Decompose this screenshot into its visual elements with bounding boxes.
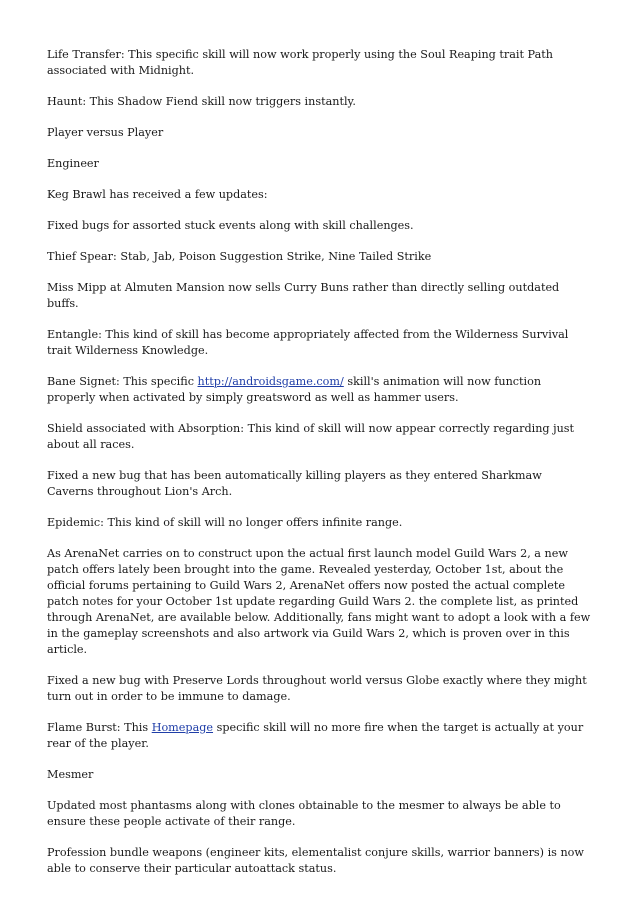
- paragraph-miss-mipp: Miss Mipp at Almuten Mansion now sells Curry Buns rather than directly selling outdated buffs.: [47, 281, 560, 310]
- paragraph-phantasms: Updated most phantasms along with clones obtainable to the mesmer to always be able to ensure these people activate of their range.: [47, 799, 561, 828]
- document-body: [47, 47, 591, 892]
- bane-signet-text-before: Bane Signet: This specific: [47, 375, 198, 388]
- flame-burst-text-before: Flame Burst: This: [47, 721, 152, 734]
- paragraph-arenanet-patch: As ArenaNet carries on to construct upon the actual first launch model Guild Wars 2, a new patch offers lately been brought into the game. Revealed yesterday, October 1st, about the official forums pertaining to Guild Wars 2, ArenaNet offers now posted the actual complete patch notes for your October 1st update regarding Guild Wars 2. the complete list, as printed through ArenaNet, are available below. Additionally, fans might want to adopt a look with a few in the gameplay screenshots and also artwork via Guild Wars 2, which is proven over in this article.: [47, 547, 591, 656]
- paragraph-thief-spear: Thief Spear: Stab, Jab, Poison Suggestion Strike, Nine Tailed Strike: [47, 250, 432, 263]
- section-heading-engineer: Engineer: [47, 157, 99, 170]
- paragraph-profession-bundle: Profession bundle weapons (engineer kits, elementalist conjure skills, warrior banners) is now able to conserve their particular autoattack status.: [47, 846, 584, 875]
- flame-burst-text-after: specific skill will no more fire when the target is actually at your rear of the player.: [47, 721, 584, 750]
- section-heading-mesmer: Mesmer: [47, 768, 94, 781]
- paragraph-life-transfer: Life Transfer: This specific skill will now work properly using the Soul Reaping trait Path associated with Midnight.: [47, 48, 553, 77]
- paragraph-keg-brawl: Keg Brawl has received a few updates:: [47, 188, 268, 201]
- paragraph-bane-signet: [47, 374, 591, 406]
- paragraph-entangle: Entangle: This kind of skill has become appropriately affected from the Wilderness Survival trait Wilderness Knowledge.: [47, 328, 569, 357]
- paragraph-flame-burst: [47, 720, 591, 752]
- androidsgame-link[interactable]: http://androidsgame.com/: [197, 375, 344, 388]
- paragraph-preserve-lords: Fixed a new bug with Preserve Lords throughout world versus Globe exactly where they might turn out in order to be immune to damage.: [47, 674, 587, 703]
- paragraph-sharkmaw-bug: Fixed a new bug that has been automatically killing players as they entered Sharkmaw Caverns throughout Lion's Arch.: [47, 469, 542, 498]
- paragraph-haunt: Haunt: This Shadow Fiend skill now triggers instantly.: [47, 95, 356, 108]
- paragraph-stuck-events: Fixed bugs for assorted stuck events along with skill challenges.: [47, 219, 414, 232]
- paragraph-shield-absorption: Shield associated with Absorption: This kind of skill will now appear correctly regarding just about all races.: [47, 422, 575, 451]
- section-heading-pvp: Player versus Player: [47, 126, 164, 139]
- bane-signet-text-after: skill's animation will now function properly when activated by simply greatsword as well as hammer users.: [47, 375, 542, 404]
- paragraph-epidemic: Epidemic: This kind of skill will no longer offers infinite range.: [47, 516, 403, 529]
- homepage-link[interactable]: Homepage: [151, 721, 214, 734]
